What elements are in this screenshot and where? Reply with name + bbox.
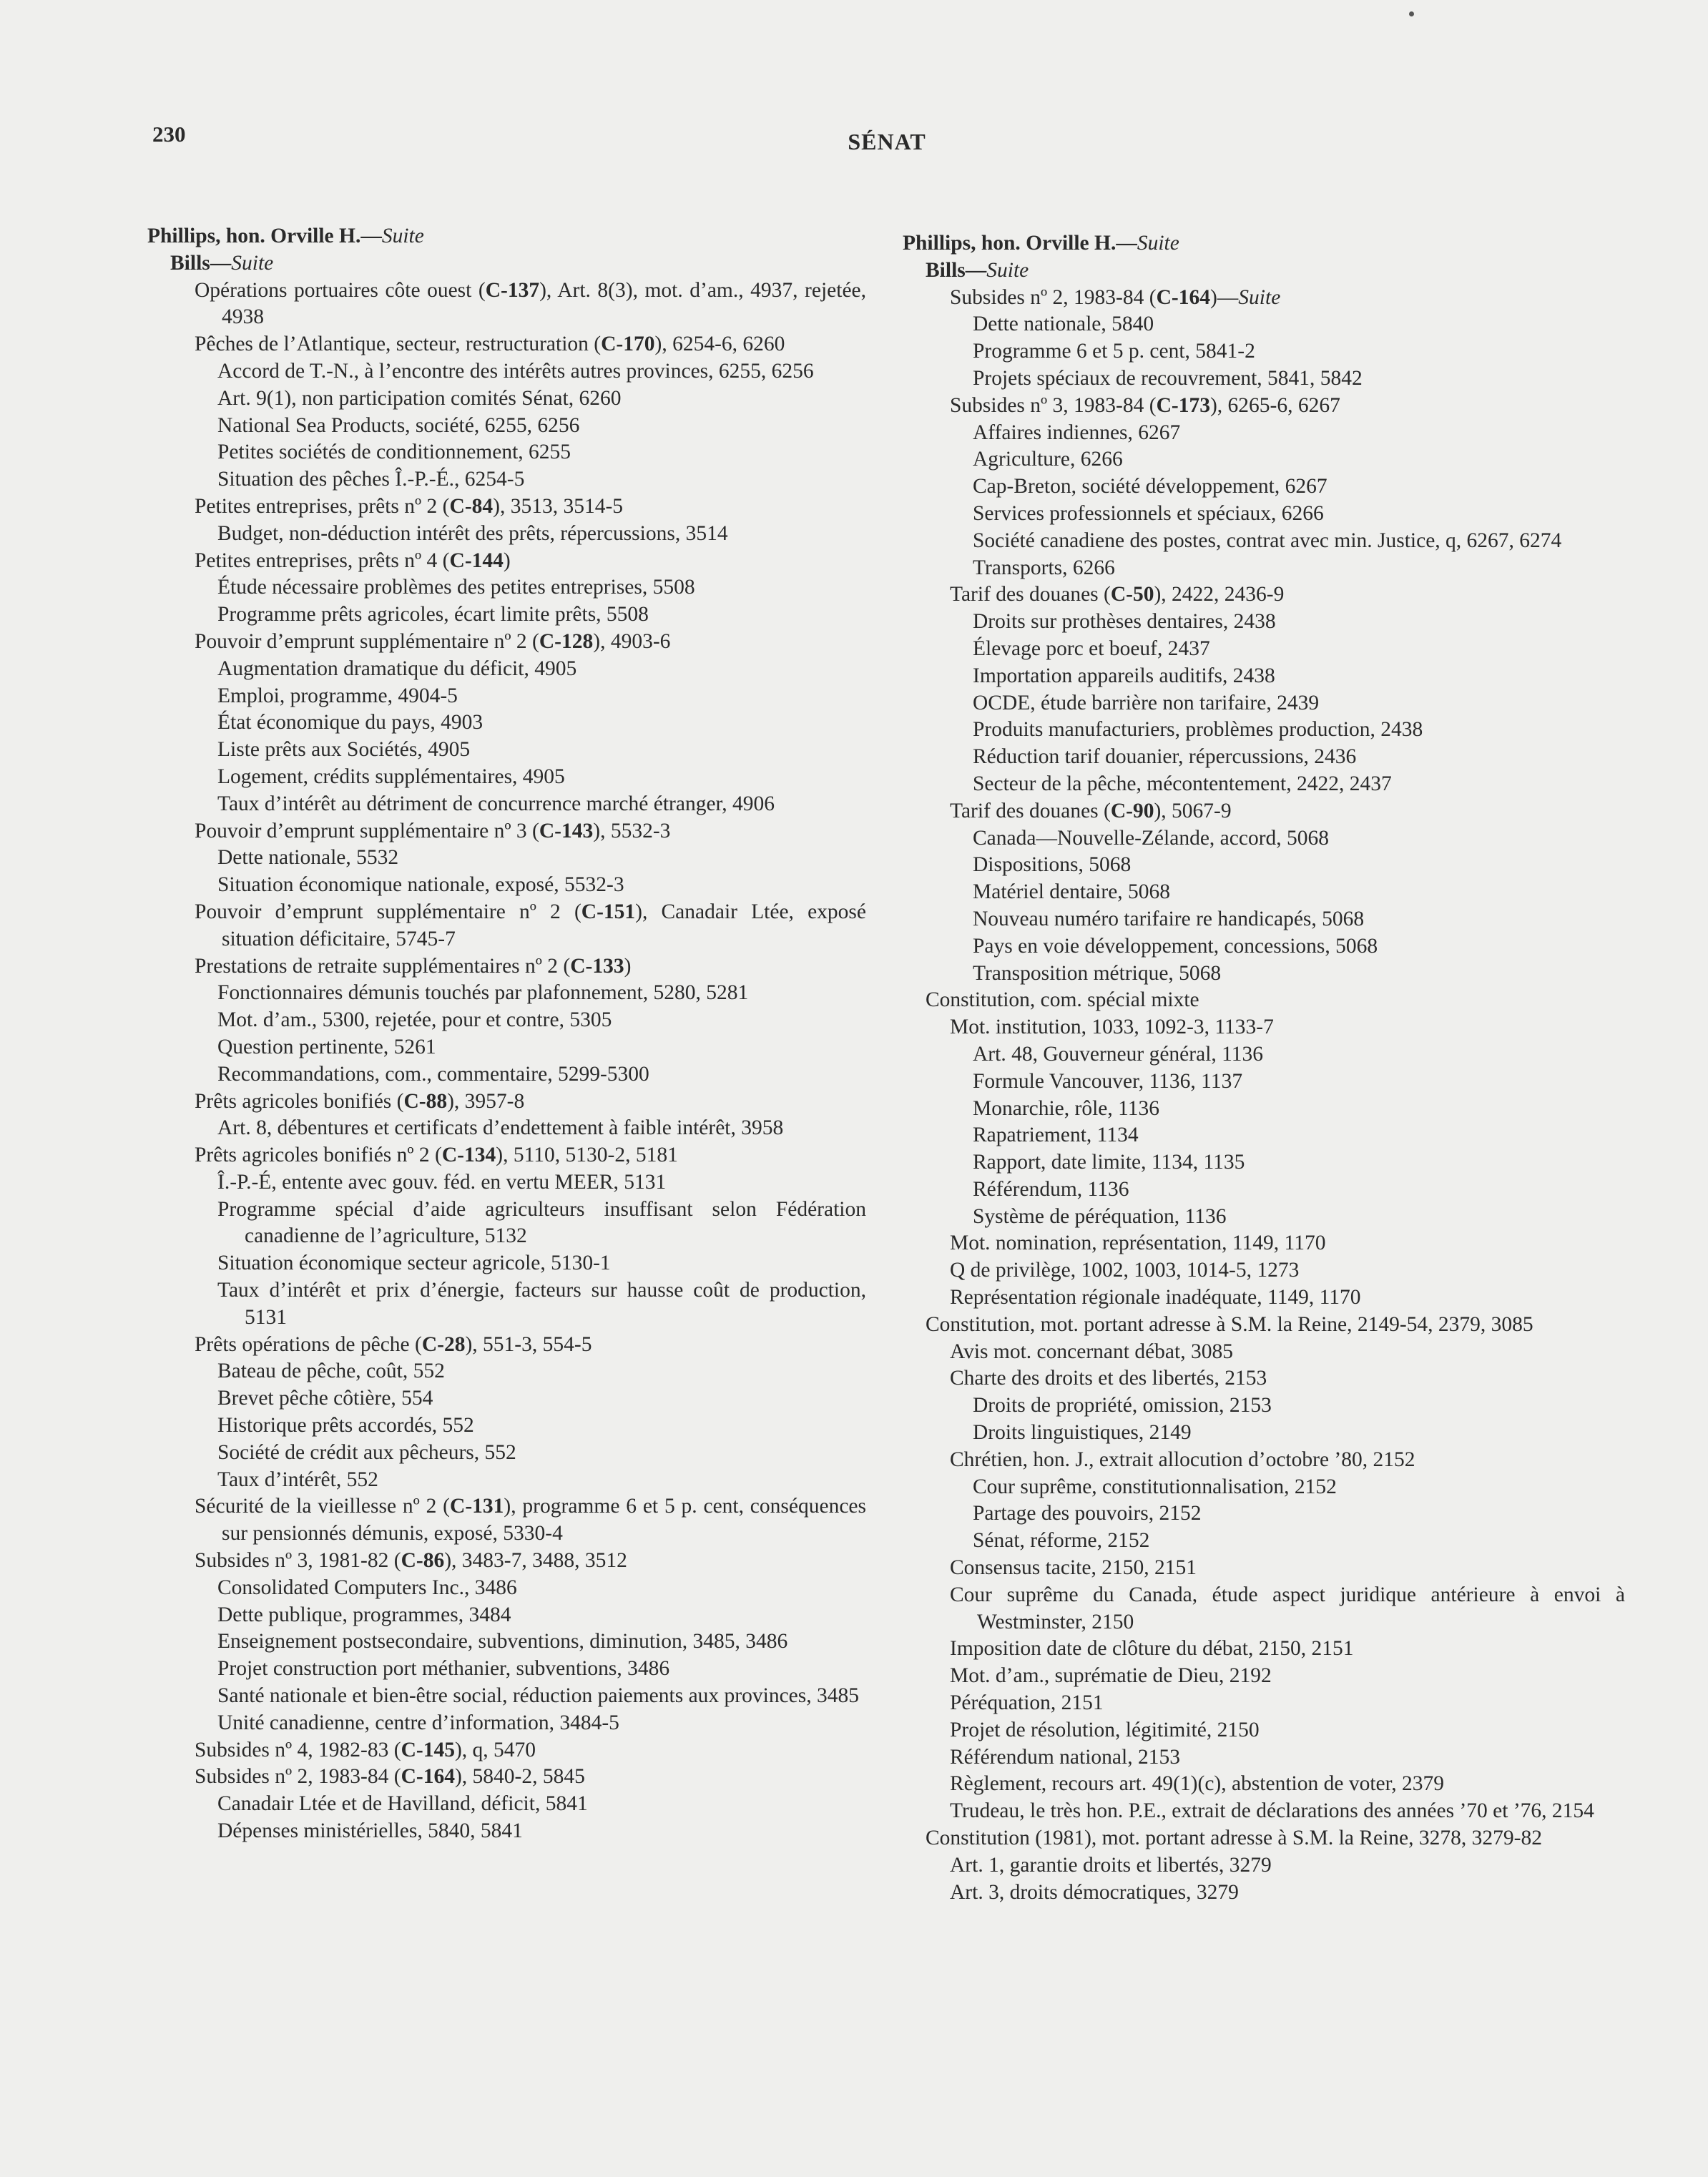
index-entry-text: Historique prêts accordés, 552 (217, 1414, 474, 1438)
index-entry-text: Suite (231, 251, 274, 275)
index-entry (147, 980, 866, 1007)
index-entry (147, 1007, 866, 1034)
index-entry-text: Cap-Breton, société développement, 6267 (973, 475, 1327, 498)
index-entry-text: Droits de propriété, omission, 2153 (973, 1394, 1272, 1417)
index-entry (147, 1034, 866, 1061)
index-entry-text: Subsides nº 2, 1983-84 ( (950, 285, 1157, 309)
index-entry (147, 223, 866, 250)
index-entry-text: ) (624, 954, 632, 978)
index-entry-text: Art. 8, débentures et certificats d’endettement à faible intérêt, 3958 (217, 1116, 784, 1140)
index-entry (903, 1204, 1625, 1231)
index-entry (903, 1690, 1625, 1717)
index-entry-text: Art. 1, garantie droits et libertés, 3279 (950, 1853, 1272, 1877)
index-entry-text: Prestations de retraite supplémentaires nº 2 ( (195, 954, 571, 978)
index-entry-text: Programme prêts agricoles, écart limite prêts, 5508 (217, 603, 649, 626)
index-entry-text: Chrétien, hon. J., extrait allocution d’octobre ’80, 2152 (950, 1448, 1415, 1471)
index-entry (147, 601, 866, 629)
index-entry-text: Cour suprême, constitutionnalisation, 2152 (973, 1475, 1337, 1498)
index-entry (903, 1392, 1625, 1420)
index-entry (903, 1582, 1625, 1636)
index-entry-text: C-170 (601, 333, 655, 356)
index-entry (903, 1636, 1625, 1663)
index-entry-text: Programme spécial d’aide agriculteurs insuffisant selon Fédération canadienne de l’agriculture, 5132 (217, 1197, 866, 1248)
index-entry-text: Pays en voie développement, concessions, 5068 (973, 934, 1378, 958)
index-entry-text: Bills— (926, 258, 987, 282)
index-entry-text: Sécurité de la vieillesse nº 2 ( (195, 1495, 451, 1518)
index-entry (147, 1602, 866, 1629)
index-entry-text: ), Canadair Ltée, exposé situation déficitaire, 5745-7 (222, 900, 866, 950)
index-entry-text: C-145 (401, 1738, 455, 1761)
index-entry-text: Partage des pouvoirs, 2152 (973, 1502, 1202, 1525)
index-entry (903, 338, 1625, 365)
index-entry-text: Charte des droits et des libertés, 2153 (950, 1367, 1267, 1390)
index-entry-text: Mot. d’am., 5300, rejetée, pour et contre, 5305 (217, 1008, 612, 1032)
index-entry-text: Avis mot. concernant débat, 3085 (950, 1340, 1233, 1363)
index-entry-text: Petites entreprises, prêts nº 2 ( (195, 494, 450, 518)
index-entry-text: Accord de T.-N., à l’encontre des intérêts autres provinces, 6255, 6256 (217, 359, 814, 383)
index-entry (147, 845, 866, 872)
index-entry-text: Art. 3, droits démocratiques, 3279 (950, 1880, 1239, 1904)
index-entry-text: ), 3957-8 (447, 1089, 525, 1113)
index-entry-text: Prêts opérations de pêche ( (195, 1332, 422, 1356)
index-entry-text: Prêts agricoles bonifiés nº 2 ( (195, 1144, 442, 1167)
index-entry (903, 257, 1625, 285)
index-entry-text: ), 6254-6, 6260 (654, 333, 785, 356)
index-entry (147, 521, 866, 548)
index-entry-text: Élevage porc et boeuf, 2437 (973, 637, 1210, 660)
index-entry (147, 548, 866, 575)
index-entry-text: C-137 (485, 278, 540, 302)
index-entry (903, 1663, 1625, 1690)
index-entry-text: Étude nécessaire problèmes des petites entreprises, 5508 (217, 576, 695, 599)
index-entry (147, 1440, 866, 1467)
index-entry-text: ), programme 6 et 5 p. cent, conséquences sur pensionnés démunis, exposé, 5330-4 (222, 1495, 866, 1545)
index-entry-text: Logement, crédits supplémentaires, 4905 (217, 765, 565, 788)
index-entry-text: Dette nationale, 5840 (973, 313, 1154, 336)
index-entry-text: Liste prêts aux Sociétés, 4905 (217, 738, 471, 762)
index-entry (147, 1250, 866, 1277)
index-entry (147, 1385, 866, 1412)
index-entry-text: Services professionnels et spéciaux, 6266 (973, 501, 1324, 525)
index-entry (903, 960, 1625, 988)
index-entry (903, 717, 1625, 744)
index-entry (903, 1122, 1625, 1149)
index-entry-text: Projet construction port méthanier, subventions, 3486 (217, 1657, 670, 1681)
index-entry-text: Subsides nº 2, 1983-84 ( (195, 1765, 401, 1789)
index-entry-text: Péréquation, 2151 (950, 1691, 1104, 1715)
index-entry (903, 1500, 1625, 1528)
index-entry-text: Trudeau, le très hon. P.E., extrait de déclarations des années ’70 et ’76, 2154 (950, 1799, 1594, 1823)
index-entry-text: OCDE, étude barrière non tarifaire, 2439 (973, 691, 1320, 714)
index-entry (147, 818, 866, 845)
index-entry-text: ), 551-3, 554-5 (465, 1332, 592, 1356)
index-entry-text: )— (1209, 285, 1239, 309)
index-entry-text: C-164 (1156, 285, 1210, 309)
index-entry (147, 1115, 866, 1142)
index-entry-text: Santé nationale et bien-être social, réduction paiements aux provinces, 3485 (217, 1684, 859, 1708)
index-entry (903, 501, 1625, 528)
index-entry (903, 1555, 1625, 1582)
index-entry-text: Pêches de l’Atlantique, secteur, restructuration ( (195, 333, 602, 356)
index-entry (903, 906, 1625, 933)
index-entry-text: Imposition date de clôture du débat, 2150, 2151 (950, 1637, 1354, 1661)
index-entry-text: ), 3483-7, 3488, 3512 (444, 1549, 627, 1573)
index-entry-text: C-90 (1110, 799, 1154, 822)
index-entry (903, 1717, 1625, 1744)
index-entry (147, 764, 866, 791)
index-entry (903, 609, 1625, 636)
index-entry (147, 250, 866, 277)
index-entry-text: Emploi, programme, 4904-5 (217, 684, 458, 707)
index-entry-text: Pouvoir d’emprunt supplémentaire nº 2 ( (195, 629, 539, 653)
index-entry (903, 311, 1625, 338)
index-entry-text: C-164 (401, 1765, 455, 1789)
index-entry-text: Suite (1238, 285, 1281, 309)
page-title: SÉNAT (848, 129, 926, 154)
index-entry-text: Taux d’intérêt au détriment de concurrence marché étranger, 4906 (217, 792, 775, 815)
index-entry-text: ), 3513, 3514-5 (493, 494, 624, 518)
index-entry (903, 798, 1625, 825)
index-entry (903, 879, 1625, 906)
index-entry (147, 872, 866, 899)
index-entry-text: Secteur de la pêche, mécontentement, 2422, 2437 (973, 772, 1392, 795)
index-entry-text: Mot. institution, 1033, 1092-3, 1133-7 (950, 1016, 1274, 1039)
index-entry (903, 1798, 1625, 1825)
index-entry (903, 1744, 1625, 1771)
index-entry-text: C-28 (421, 1332, 466, 1356)
index-entry (903, 528, 1625, 555)
index-entry-text: Droits sur prothèses dentaires, 2438 (973, 610, 1276, 634)
index-entry (147, 385, 866, 413)
index-entry-text: Dette nationale, 5532 (217, 846, 399, 870)
index-entry-text: Unité canadienne, centre d’information, 3484-5 (217, 1711, 619, 1734)
index-entry (903, 1041, 1625, 1068)
index-entry-text: ), 6265-6, 6267 (1209, 393, 1340, 417)
index-entry-text: ), 4903-6 (593, 629, 671, 653)
index-entry (903, 1096, 1625, 1123)
index-entry (903, 1068, 1625, 1096)
index-entry (903, 663, 1625, 690)
index-entry-text: Petites entreprises, prêts nº 4 ( (195, 549, 450, 572)
index-entry-text: Subsides nº 3, 1981-82 ( (195, 1549, 401, 1573)
index-entry-text: Société canadiene des postes, contrat avec min. Justice, q, 6267, 6274 (973, 529, 1562, 552)
index-entry-text: Art. 48, Gouverneur général, 1136 (973, 1042, 1264, 1066)
index-entry-text: Matériel dentaire, 5068 (973, 880, 1171, 904)
index-entry-text: C-143 (539, 819, 594, 842)
index-entry (903, 473, 1625, 501)
index-entry (147, 1332, 866, 1359)
index-entry (903, 1176, 1625, 1204)
index-entry-text: Opérations portuaires côte ouest ( (195, 278, 486, 302)
index-entry (903, 393, 1625, 420)
index-entry (903, 1528, 1625, 1555)
index-entry-text: C-128 (539, 629, 594, 653)
index-entry-text: ), 5110, 5130-2, 5181 (496, 1144, 678, 1167)
index-entry (147, 1493, 866, 1548)
index-entry-text: Canadair Ltée et de Havilland, déficit, 5841 (217, 1792, 588, 1816)
index-entry (903, 933, 1625, 960)
index-entry (903, 1474, 1625, 1501)
index-column-right (903, 230, 1625, 1906)
index-entry (147, 493, 866, 521)
index-entry-text: Art. 9(1), non participation comités Sénat, 6260 (217, 386, 622, 410)
index-entry-text: Petites sociétés de conditionnement, 6255 (217, 441, 571, 464)
index-entry-text: Q de privilège, 1002, 1003, 1014-5, 1273 (950, 1259, 1300, 1282)
index-entry-text: ), 5067-9 (1154, 799, 1232, 822)
index-entry-text: Pouvoir d’emprunt supplémentaire nº 2 ( (195, 900, 581, 923)
page-number: 230 (152, 122, 186, 147)
index-entry-text: C-144 (449, 549, 504, 572)
index-entry-text: Brevet pêche côtière, 554 (217, 1387, 433, 1410)
index-entry-text: C-84 (449, 494, 494, 518)
index-entry-text: Consolidated Computers Inc., 3486 (217, 1576, 517, 1599)
index-entry (147, 1575, 866, 1602)
index-entry-text: ), 2422, 2436-9 (1154, 583, 1285, 606)
index-entry-text: C-131 (450, 1495, 504, 1518)
index-entry (147, 791, 866, 818)
index-entry-text: Société de crédit aux pêcheurs, 552 (217, 1440, 516, 1464)
index-entry (147, 1358, 866, 1385)
index-entry-text: ) (503, 549, 511, 572)
index-entry (903, 1230, 1625, 1257)
index-entry (903, 1284, 1625, 1312)
index-entry-text: Enseignement postsecondaire, subventions, diminution, 3485, 3486 (217, 1630, 788, 1653)
index-entry (147, 1548, 866, 1575)
index-entry (147, 277, 866, 332)
index-entry-text: Budget, non-déduction intérêt des prêts, répercussions, 3514 (217, 521, 728, 545)
index-entry (903, 1879, 1625, 1907)
index-entry (147, 358, 866, 385)
index-entry (147, 1791, 866, 1818)
index-entry-text: Importation appareils auditifs, 2438 (973, 664, 1275, 687)
index-entry-text: Taux d’intérêt et prix d’énergie, facteurs sur hausse coût de production, 5131 (217, 1279, 866, 1329)
index-entry-text: Constitution, mot. portant adresse à S.M. la Reine, 2149-54, 2379, 3085 (926, 1312, 1533, 1336)
index-entry (903, 852, 1625, 879)
index-entry-text: Constitution, com. spécial mixte (926, 988, 1199, 1012)
index-entry-text: Question pertinente, 5261 (217, 1035, 436, 1058)
index-entry-text: Constitution (1981), mot. portant adresse à S.M. la Reine, 3278, 3279-82 (926, 1827, 1542, 1850)
index-entry (147, 656, 866, 683)
index-entry-text: Fonctionnaires démunis touchés par plafonnement, 5280, 5281 (217, 981, 749, 1005)
index-entry (147, 331, 866, 358)
index-entry-text: Représentation régionale inadéquate, 1149, 1170 (950, 1286, 1361, 1309)
index-entry-text: Mot. d’am., suprématie de Dieu, 2192 (950, 1664, 1272, 1688)
index-entry (903, 420, 1625, 447)
index-entry (147, 1737, 866, 1764)
index-entry (903, 230, 1625, 257)
index-entry (147, 1656, 866, 1683)
index-entry (903, 1825, 1625, 1852)
index-entry (903, 1014, 1625, 1041)
index-entry (147, 683, 866, 710)
index-entry (903, 1339, 1625, 1366)
index-column-left (147, 223, 866, 1845)
index-entry-text: Consensus tacite, 2150, 2151 (950, 1556, 1197, 1580)
index-entry-text: Mot. nomination, représentation, 1149, 1170 (950, 1232, 1326, 1255)
index-entry-text: Tarif des douanes ( (950, 583, 1111, 606)
index-entry-text: Rapatriement, 1134 (973, 1124, 1139, 1147)
index-entry (147, 1818, 866, 1845)
index-entry-text: ), 5840-2, 5845 (454, 1765, 585, 1789)
index-entry (903, 636, 1625, 663)
index-entry (147, 1196, 866, 1251)
index-entry-text: Système de péréquation, 1136 (973, 1204, 1227, 1228)
index-entry (903, 771, 1625, 798)
index-entry (903, 365, 1625, 393)
index-entry-text: ), Art. 8(3), mot. d’am., 4937, rejetée, 4938 (222, 278, 867, 329)
index-entry-text: Subsides nº 3, 1983-84 ( (950, 393, 1157, 417)
index-entry (903, 285, 1625, 312)
index-entry-text: Agriculture, 6266 (973, 448, 1123, 471)
index-entry (903, 1771, 1625, 1798)
index-entry (147, 1683, 866, 1710)
index-entry-text: Cour suprême du Canada, étude aspect juridique antérieure à envoi à Westminster, 2150 (950, 1583, 1625, 1633)
index-entry-text: Rapport, date limite, 1134, 1135 (973, 1151, 1245, 1174)
index-entry (147, 629, 866, 656)
index-entry-text: C-86 (401, 1549, 445, 1573)
index-entry (903, 446, 1625, 473)
index-entry (903, 581, 1625, 609)
index-entry-text: Programme 6 et 5 p. cent, 5841-2 (973, 340, 1255, 363)
index-entry (147, 1061, 866, 1088)
index-entry-text: Recommandations, com., commentaire, 5299-5300 (217, 1062, 649, 1086)
index-entry (147, 466, 866, 493)
index-entry-text: Pouvoir d’emprunt supplémentaire nº 3 ( (195, 819, 539, 842)
index-entry-text: Monarchie, rôle, 1136 (973, 1096, 1160, 1120)
index-entry-text: C-50 (1110, 583, 1154, 606)
index-entry (147, 1412, 866, 1440)
index-entry (147, 1169, 866, 1196)
index-entry-text: C-134 (441, 1144, 496, 1167)
index-entry (147, 953, 866, 981)
index-entry-text: Bateau de pêche, coût, 552 (217, 1360, 445, 1383)
index-entry-text: Subsides nº 4, 1982-83 ( (195, 1738, 401, 1761)
index-entry-text: Suite (381, 225, 424, 247)
index-entry-text: Projets spéciaux de recouvrement, 5841, 5842 (973, 366, 1363, 390)
index-entry-text: Droits linguistiques, 2149 (973, 1421, 1192, 1445)
index-entry (903, 744, 1625, 771)
index-entry-text: Nouveau numéro tarifaire re handicapés, 5068 (973, 907, 1365, 930)
index-entry (147, 1467, 866, 1494)
index-entry-text: C-133 (570, 954, 624, 978)
index-entry (903, 555, 1625, 582)
index-entry-text: Formule Vancouver, 1136, 1137 (973, 1069, 1243, 1093)
index-entry-text: Affaires indiennes, 6267 (973, 421, 1181, 444)
index-entry-text: Prêts agricoles bonifiés ( (195, 1089, 404, 1113)
index-entry-text: État économique du pays, 4903 (217, 711, 484, 734)
index-entry-text: C-173 (1156, 393, 1210, 417)
index-entry-text: C-151 (581, 900, 636, 923)
index-entry (147, 1710, 866, 1737)
index-entry (903, 1420, 1625, 1447)
index-entry (903, 690, 1625, 717)
index-entry-text: Situation économique nationale, exposé, 5532-3 (217, 873, 624, 897)
index-entry-text: Règlement, recours art. 49(1)(c), abstention de voter, 2379 (950, 1772, 1445, 1796)
index-entry-text: Réduction tarif douanier, répercussions, 2436 (973, 745, 1357, 769)
index-entry-text: Référendum national, 2153 (950, 1745, 1180, 1769)
index-entry (147, 899, 866, 953)
index-entry-text: Canada—Nouvelle-Zélande, accord, 5068 (973, 826, 1330, 850)
index-entry (903, 825, 1625, 852)
index-entry (147, 1277, 866, 1332)
index-entry-text: Dispositions, 5068 (973, 853, 1132, 877)
index-entry (903, 987, 1625, 1014)
index-entry-text: Tarif des douanes ( (950, 799, 1111, 822)
index-entry-text: Suite (986, 258, 1029, 282)
index-entry (147, 1628, 866, 1656)
index-entry-text: Référendum, 1136 (973, 1177, 1129, 1201)
index-entry-text: Situation économique secteur agricole, 5130-1 (217, 1252, 611, 1275)
index-entry-text: Phillips, hon. Orville H.— (147, 225, 382, 247)
index-entry-text: Augmentation dramatique du déficit, 4905 (217, 657, 577, 680)
index-entry (147, 709, 866, 737)
index-entry (147, 574, 866, 601)
index-entry-text: C-88 (403, 1089, 448, 1113)
index-entry-text: Î.-P.-É, entente avec gouv. féd. en vertu MEER, 5131 (217, 1170, 667, 1194)
index-entry-text: ), 5532-3 (593, 819, 671, 842)
index-entry (147, 1764, 866, 1791)
index-entry-text: Dépenses ministérielles, 5840, 5841 (217, 1819, 523, 1843)
index-entry (147, 737, 866, 764)
index-entry (903, 1447, 1625, 1474)
index-entry-text: National Sea Products, société, 6255, 6256 (217, 413, 580, 437)
index-entry-text: Transports, 6266 (973, 556, 1115, 579)
index-entry-text: Taux d’intérêt, 552 (217, 1468, 378, 1491)
index-entry-text: Phillips, hon. Orville H.— (903, 232, 1137, 255)
index-entry (147, 1142, 866, 1169)
index-entry (147, 413, 866, 440)
index-entry (903, 1365, 1625, 1392)
index-entry-text: Situation des pêches Î.-P.-É., 6254-5 (217, 468, 525, 491)
index-entry (903, 1312, 1625, 1339)
index-entry (147, 1088, 866, 1116)
index-entry-text: Produits manufacturiers, problèmes production, 2438 (973, 718, 1423, 742)
index-entry (147, 439, 866, 466)
index-entry-text: Transposition métrique, 5068 (973, 961, 1222, 985)
index-entry (903, 1149, 1625, 1176)
index-entry (903, 1257, 1625, 1284)
scan-speck (1409, 11, 1414, 16)
index-entry-text: Dette publique, programmes, 3484 (217, 1603, 511, 1626)
index-entry (903, 1852, 1625, 1879)
index-entry-text: Sénat, réforme, 2152 (973, 1529, 1150, 1553)
index-entry-text: ), q, 5470 (454, 1738, 536, 1761)
index-entry-text: Suite (1137, 232, 1179, 255)
index-entry-text: Projet de résolution, légitimité, 2150 (950, 1718, 1260, 1741)
index-entry-text: Bills— (170, 251, 232, 275)
